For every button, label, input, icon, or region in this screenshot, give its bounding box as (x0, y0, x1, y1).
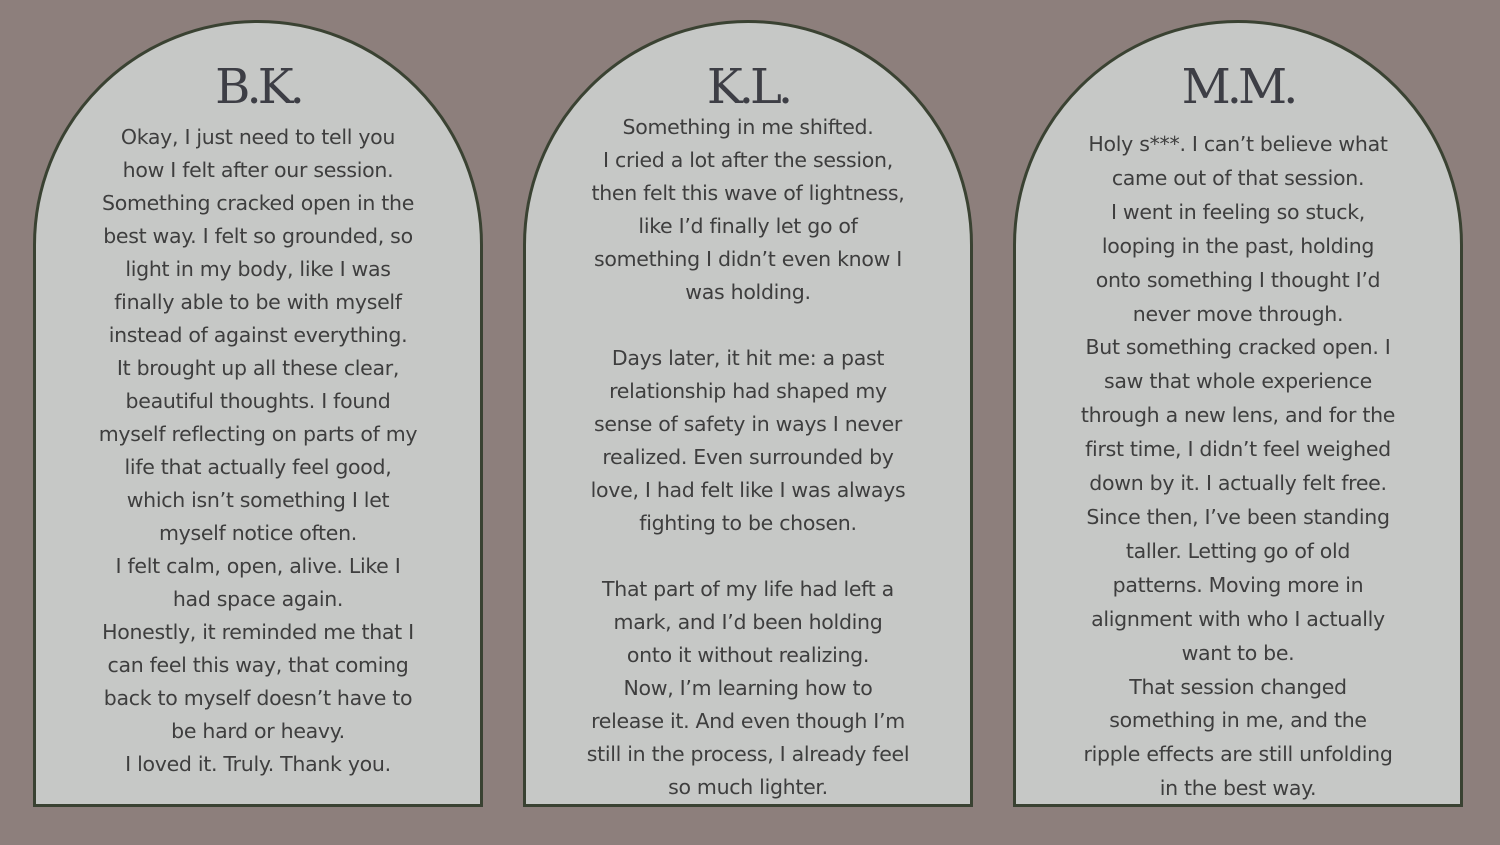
testimonial-line: through a new lens, and for the (1080, 403, 1396, 428)
testimonial-line: sense of safety in ways I never (593, 412, 903, 436)
testimonial-card-mm (1013, 20, 1463, 807)
testimonial-line: myself reflecting on parts of my (98, 422, 418, 446)
testimonial-line: was holding. (685, 280, 811, 304)
testimonial-line: love, I had felt like I was always (590, 478, 906, 502)
testimonial-line: Holy s***. I can’t believe what (1088, 132, 1388, 156)
testimonial-line: had space again. (172, 587, 344, 611)
testimonial-line: fighting to be chosen. (639, 511, 857, 535)
testimonial-text (58, 121, 458, 781)
testimonial-line: That part of my life had left a (602, 577, 894, 601)
testimonial-line: Days later, it hit me: a past (611, 346, 885, 370)
testimonial-line: so much lighter. (668, 775, 828, 799)
testimonial-line: That session changed (1129, 674, 1347, 699)
testimonial-line: Honestly, it reminded me that I (102, 620, 414, 644)
testimonial-line: alignment with who I actually (1091, 606, 1385, 631)
testimonial-line: down by it. I actually felt free. (1089, 471, 1387, 496)
testimonial-line: first time, I didn’t feel weighed (1085, 437, 1391, 462)
testimonial-line: which isn’t something I let (126, 488, 390, 512)
testimonial-line: relationship had shaped my (609, 379, 887, 403)
testimonial-line: I cried a lot after the session, (603, 148, 893, 172)
testimonial-line: release it. And even though I’m (591, 709, 905, 733)
testimonial-line: onto something I thought I’d (1095, 267, 1381, 292)
testimonial-author: K.L. (706, 59, 790, 115)
testimonial-line: beautiful thoughts. I found (125, 389, 391, 413)
testimonial-author: B.K. (215, 59, 301, 115)
testimonial-line: I felt calm, open, alive. Like I (115, 554, 401, 578)
testimonial-line: something in me, and the (1109, 708, 1367, 733)
testimonial-line: instead of against everything. (108, 323, 408, 347)
testimonial-line: It brought up all these clear, (116, 356, 400, 380)
testimonial-line: back to myself doesn’t have to (103, 686, 413, 710)
testimonial-card-bk (33, 20, 483, 807)
testimonial-line: still in the process, I already feel (586, 742, 910, 766)
testimonial-line: then felt this wave of lightness, (591, 181, 905, 205)
testimonial-line: came out of that session. (1111, 165, 1365, 190)
testimonial-line: want to be. (1181, 640, 1295, 665)
testimonial-line: Now, I’m learning how to (623, 676, 873, 700)
testimonial-author: M.M. (1181, 59, 1295, 115)
testimonial-line: Something cracked open in the (101, 191, 415, 215)
testimonial-line: saw that whole experience (1104, 369, 1372, 394)
testimonial-line: I went in feeling so stuck, (1110, 199, 1366, 224)
testimonial-line: Since then, I’ve been standing (1086, 504, 1390, 529)
testimonial-text (1038, 128, 1438, 806)
testimonial-line: onto it without realizing. (626, 643, 870, 667)
testimonial-line: finally able to be with myself (114, 290, 402, 314)
paragraph-gap (548, 309, 948, 342)
testimonial-line: Okay, I just need to tell you (120, 125, 396, 149)
testimonial-line: But something cracked open. I (1085, 335, 1391, 360)
testimonial-line: how I felt after our session. (122, 158, 394, 182)
testimonial-line: something I didn’t even know I (594, 247, 902, 271)
testimonial-line: in the best way. (1159, 776, 1317, 801)
testimonial-line: best way. I felt so grounded, so (103, 224, 413, 248)
testimonial-line: ripple effects are still unfolding (1083, 742, 1393, 767)
paragraph-gap (548, 540, 948, 573)
testimonial-line: looping in the past, holding (1101, 233, 1375, 258)
testimonial-line: life that actually feel good, (124, 455, 392, 479)
testimonial-line: never move through. (1132, 301, 1344, 326)
testimonial-line: patterns. Moving more in (1112, 572, 1364, 597)
testimonial-line: like I’d finally let go of (638, 214, 858, 238)
testimonial-line: realized. Even surrounded by (602, 445, 894, 469)
testimonial-line: can feel this way, that coming (107, 653, 409, 677)
testimonial-card-kl (523, 20, 973, 807)
testimonial-line: be hard or heavy. (171, 719, 345, 743)
testimonial-text (548, 111, 948, 804)
testimonial-line: taller. Letting go of old (1125, 538, 1351, 563)
testimonial-line: I loved it. Truly. Thank you. (125, 752, 391, 776)
testimonial-line: myself notice often. (158, 521, 358, 545)
testimonial-line: Something in me shifted. (622, 115, 874, 139)
testimonial-line: light in my body, like I was (125, 257, 391, 281)
testimonial-line: mark, and I’d been holding (613, 610, 883, 634)
